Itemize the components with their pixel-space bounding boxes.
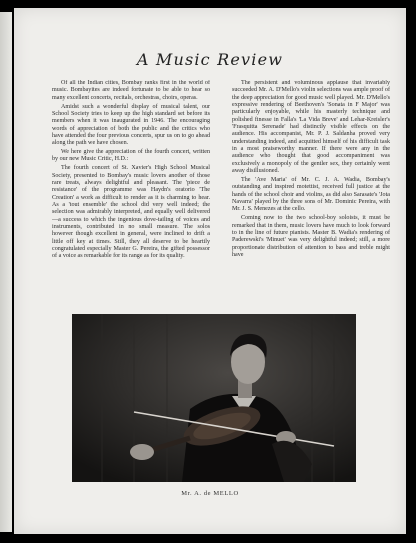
paragraph: Coming now to the two school-boy soloists, it must be remarked that in them, music lovers have much to look forward to in the line of future pianists. Master B. Wadia's rendering of Paderewski's 'Minuet' was very delightful indeed; still, a more proportionate distribution of attention to bass and treble might have — [232, 215, 390, 258]
violinist-photo-illustration — [72, 314, 356, 482]
paragraph: Amidst such a wonderful display of musical talent, our School Society tries to keep up the high standard set before its members when it was inaugurated in 1946. The encouraging words of appreciation of both the public and the critics who have attended the four previous concerts, spur us on to go ahead along the path we have chosen. — [52, 103, 210, 147]
paragraph: The 'Ave Maria' of Mr. C. J. A. Wadia, Bombay's outstanding and inspired motettist, received full justice at the hands of the school choir and violins, as did also Sarasate's 'Jota Navarra' played by the three sons of Mr. Dominic Pereira, with Mr. J. S. Menezes at the cello. — [232, 176, 390, 213]
photo-caption: Mr. A. de MELLO — [181, 490, 239, 497]
article-title: A Music Review — [136, 50, 284, 69]
previous-page-edge — [0, 12, 12, 532]
page — [14, 8, 406, 534]
violinist-photo — [72, 314, 356, 482]
paragraph: The persistent and voluminous applause that invariably succeeded Mr. A. D'Mello's violin selections was ample proof of the deep appreciation for good music well played. Mr. D'Mello's expressive rendering of Beethoven's 'Sonata in F Major' was particularly enjoyable, while his masterly technique and polished finesse in Falla's 'La Vida Breve' and Lehar-Kreisler's 'Frasquitta Serenade' had distinctly visible effects on the audience. His accompanist, Mr. P. J. Saldanha proved very understanding indeed, and acquitted himself of his difficult task in a most praiseworthy manner. If there were any in the audience who thought that good accompaniment was exclusively a monopoly of the gentler sex, they certainly went away disillusioned. — [232, 80, 390, 175]
left-text-column — [52, 80, 210, 318]
paragraph: Of all the Indian cities, Bombay ranks first in the world of music. Bombayites are indeed fortunate to be able to hear so many excellent concerts, recitals, orchestras, choirs, operas. — [52, 80, 210, 101]
paragraph: The fourth concert of St. Xavier's High School Musical Society, presented to Bombay's music lovers another of those rare treats, always delightful and pleasant. The 'piece de resistance' of the programme was Haydn's oratorio 'The Creation' a work as difficult to render as it is charming to hear. As a 'tout ensemble' the school did very well indeed; the selection was admirably interpreted, and equally well delivered—a success to which the ingenious dove-tailing of voices and instruments, contributed in no small measure. The solos however though excellent in general, were inclined to drift a little off key at times. Still, they all deserve to be heartily congratulated especially Master G. Pereira, the gifted possessor of a voice as remarkable for its range as for its quality. — [52, 165, 210, 260]
right-text-column — [232, 80, 390, 318]
paragraph: We here give the appreciation of the fourth concert, written by our new Music Critic, H.D.: — [52, 149, 210, 163]
